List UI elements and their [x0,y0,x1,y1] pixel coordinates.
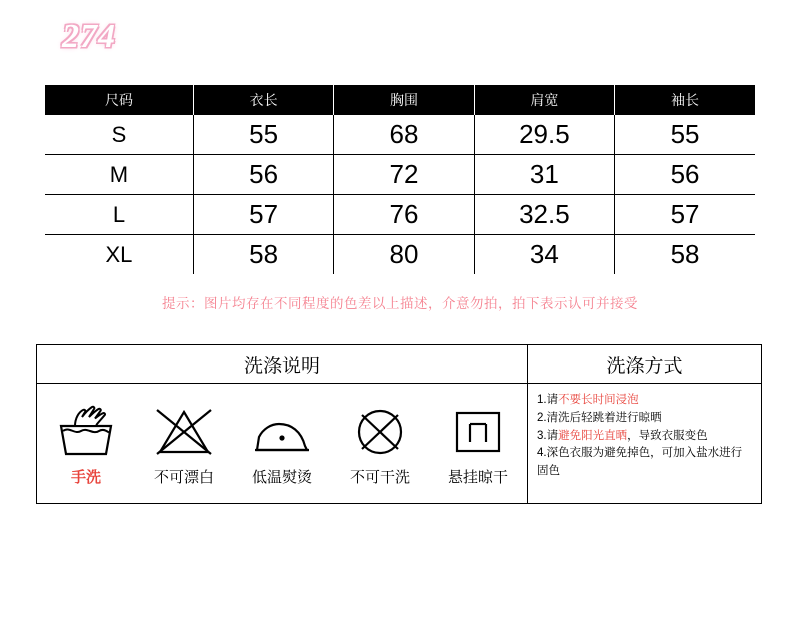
cell-shoulder: 34 [474,235,614,275]
cell-shoulder: 31 [474,155,614,195]
no-bleach-icon [153,404,215,460]
color-difference-tip: 提示：图片均存在不同程度的色差以上描述，介意勿拍，拍下表示认可并接受 [162,296,638,311]
cell-length: 56 [193,155,333,195]
cell-size: S [45,115,193,155]
cell-sleeve: 56 [615,155,755,195]
wash-note-1 [537,392,753,410]
cell-bust: 76 [334,195,474,235]
low-iron-icon [251,404,313,460]
line-dry-icon [447,404,509,460]
table-row [45,235,755,275]
column-header-shoulder: 肩宽 [474,85,614,115]
hand-wash-icon [55,404,117,460]
wash-note-3-highlight: 避免阳光直晒 [558,429,628,442]
table-row [45,195,755,235]
care-icon-cell-line-dry [429,384,527,503]
sku-number: 274 [62,18,116,55]
wash-note-1-prefix: 1.请 [537,394,559,406]
table-row [45,115,755,155]
wash-note-2-prefix: 2.清洗后轻跳着进行晾晒 [537,411,662,424]
care-icon-label-low-iron: 低温熨烫 [251,469,312,486]
wash-method-title: 洗涤方式 [606,355,683,377]
cell-shoulder: 32.5 [474,195,614,235]
wash-care-header [37,345,761,384]
wash-note-4 [537,445,753,481]
no-dryclean-icon [349,404,411,460]
cell-size: L [45,195,193,235]
cell-bust: 80 [334,235,474,275]
care-icon-cell-hand-wash [37,384,135,503]
wash-care-icons [37,384,528,503]
care-icon-cell-low-iron [233,384,331,503]
size-table-header-row [45,85,755,115]
wash-note-3-prefix: 3.请 [537,429,559,442]
cell-shoulder: 29.5 [474,115,614,155]
wash-note-3-suffix: ，导致衣服变色 [627,429,708,442]
cell-bust: 68 [334,115,474,155]
wash-note-3 [537,428,753,446]
column-header-sleeve: 袖长 [615,85,755,115]
wash-note-2 [537,410,753,428]
cell-size: XL [45,235,193,275]
wash-note-4-prefix: 4.深色衣服为避免掉色，可加入盐水进行固色 [537,447,743,478]
size-table [45,85,755,274]
cell-length: 58 [193,235,333,275]
wash-care-body [37,384,761,503]
wash-note-1-highlight: 不要长时间浸泡 [558,394,639,406]
care-icon-label-no-bleach: 不可漂白 [153,469,214,486]
care-icon-label-no-dryclean: 不可干洗 [349,469,410,486]
care-icon-label-hand-wash: 手洗 [70,469,101,486]
wash-care-block [36,344,762,504]
cell-length: 55 [193,115,333,155]
cell-size: M [45,155,193,195]
cell-bust: 72 [334,155,474,195]
wash-instructions-title: 洗涤说明 [37,345,528,383]
table-row [45,155,755,195]
cell-sleeve: 55 [615,115,755,155]
wash-method-notes [528,384,761,503]
column-header-size: 尺码 [45,85,193,115]
care-icon-label-line-dry: 悬挂晾干 [447,469,508,486]
cell-sleeve: 57 [615,195,755,235]
column-header-length: 衣长 [193,85,333,115]
column-header-bust: 胸围 [334,85,474,115]
care-icon-cell-no-bleach [135,384,233,503]
cell-sleeve: 58 [615,235,755,275]
cell-length: 57 [193,195,333,235]
care-icon-cell-no-dryclean [331,384,429,503]
